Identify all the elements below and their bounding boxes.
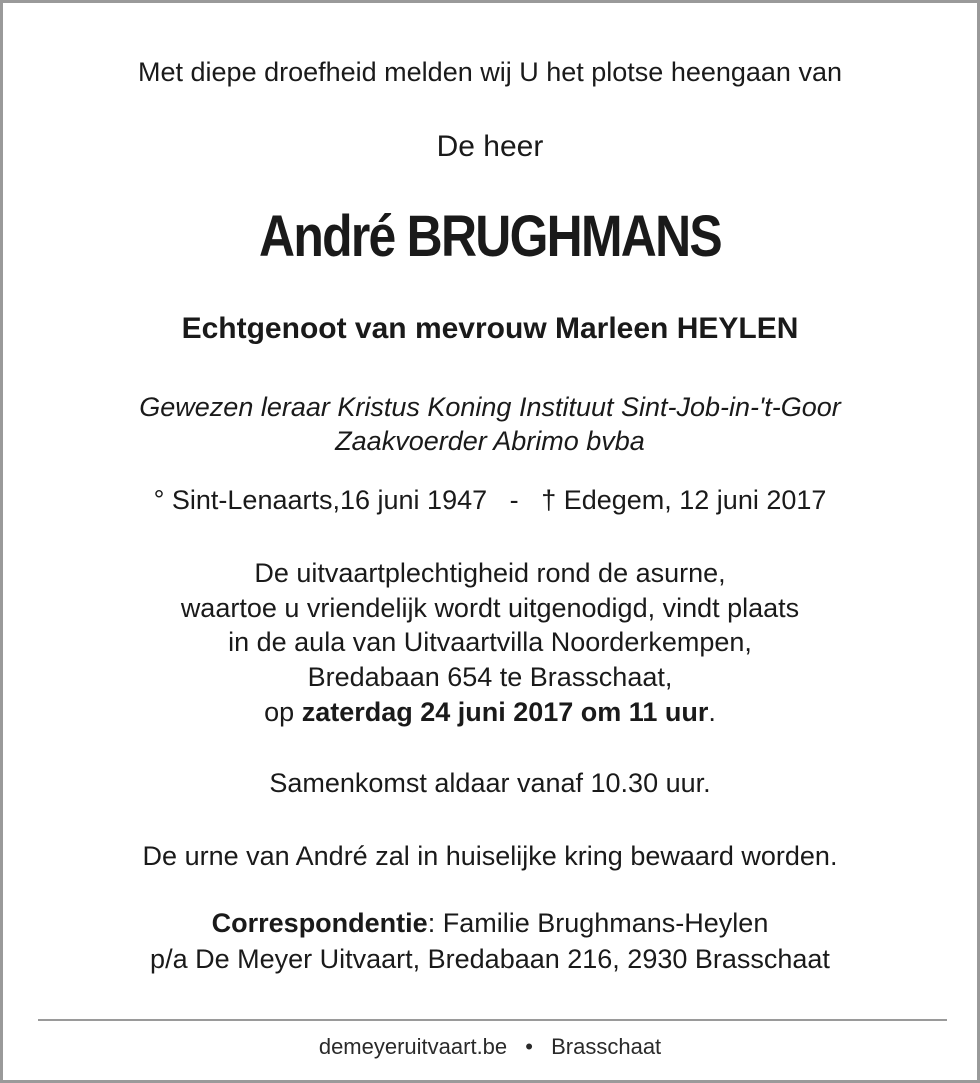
correspondence-label: Correspondentie (211, 908, 428, 938)
correspondence-line (3, 908, 977, 939)
footer-website[interactable]: demeyeruitvaart.be (318, 1034, 508, 1059)
ceremony-period: . (708, 697, 716, 727)
ceremony-date-time: zaterdag 24 juni 2017 om 11 uur (301, 697, 709, 727)
correspondence-colon: : (427, 908, 436, 938)
ceremony-line-4: Bredabaan 654 te Brasschaat, (307, 662, 673, 692)
deceased-name: André BRUGHMANS (259, 204, 721, 269)
ceremony-line-5 (3, 697, 977, 728)
footer-divider (38, 1019, 947, 1021)
footer (3, 1034, 977, 1060)
ceremony-line-3: in de aula van Uitvaartvilla Noorderkempen, (228, 627, 752, 657)
honorific-title: De heer (436, 130, 544, 163)
occupation-line-2: Zaakvoerder Abrimo bvba (335, 426, 645, 456)
footer-location: Brasschaat (551, 1034, 662, 1059)
life-dates (3, 485, 977, 516)
ceremony-line-2: waartoe u vriendelijk wordt uitgenodigd, vindt plaats (180, 593, 800, 623)
death-info: † Edegem, 12 juni 2017 (541, 485, 827, 515)
correspondence-recipient: Familie Brughmans-Heylen (442, 908, 769, 938)
ceremony-line-1: De uitvaartplechtigheid rond de asurne, (254, 558, 726, 588)
correspondence-address: p/a De Meyer Uitvaart, Bredabaan 216, 2930 Brasschaat (150, 944, 830, 974)
birth-info: ° Sint-Lenaarts,16 juni 1947 (153, 485, 488, 515)
intro-text: Met diepe droefheid melden wij U het plotse heengaan van (138, 57, 842, 87)
urn-text: De urne van André zal in huiselijke kring bewaard worden. (142, 841, 838, 871)
spouse-line: Echtgenoot van mevrouw Marleen HEYLEN (181, 312, 799, 345)
bullet-icon: • (525, 1034, 533, 1059)
occupation-line-1: Gewezen leraar Kristus Koning Instituut Sint-Job-in-'t-Goor (139, 392, 841, 422)
ceremony-prefix: op (264, 697, 295, 727)
date-separator: - (509, 485, 519, 515)
gathering-text: Samenkomst aldaar vanaf 10.30 uur. (269, 768, 711, 798)
